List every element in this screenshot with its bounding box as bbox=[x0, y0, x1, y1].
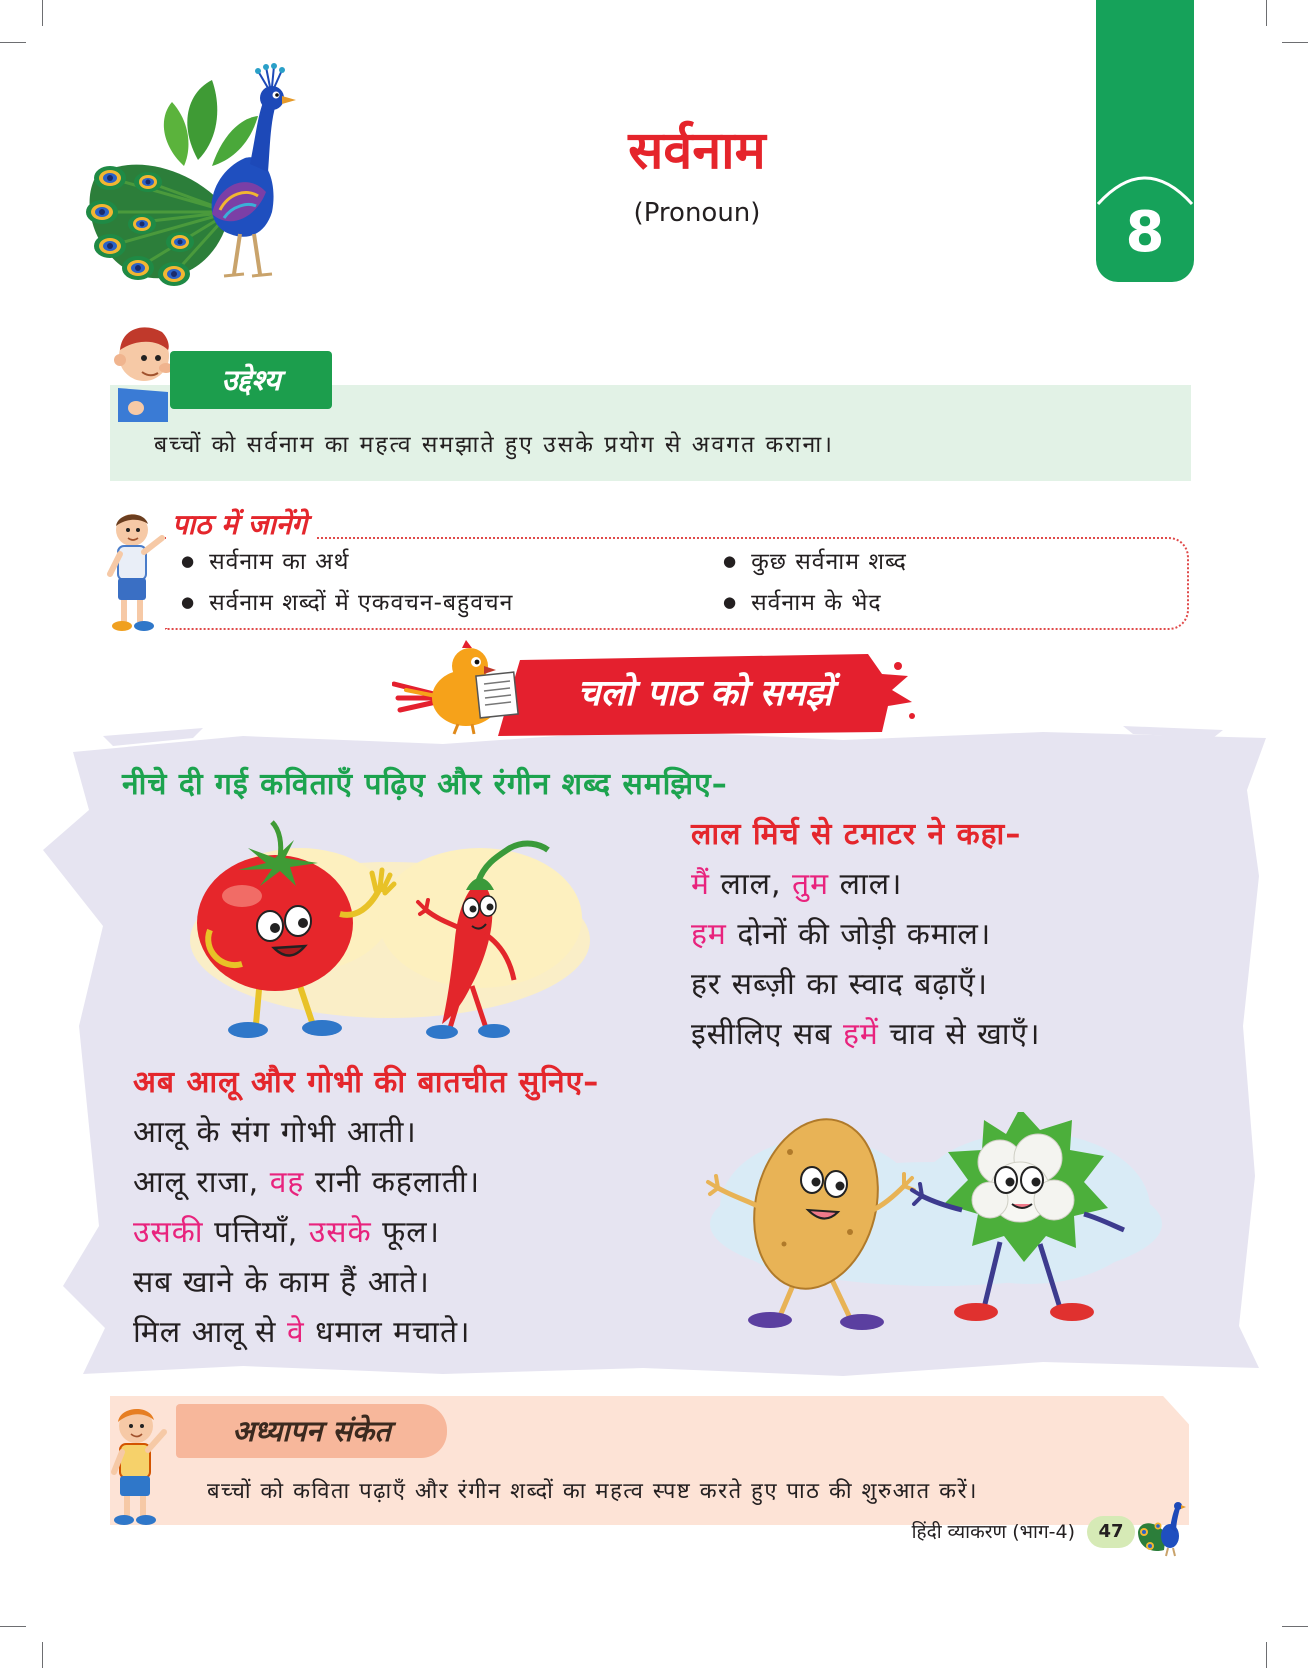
boy-waving-illustration bbox=[106, 1404, 172, 1530]
bird-reading-illustration bbox=[392, 638, 524, 738]
poem-text: धमाल मचाते। bbox=[304, 1315, 471, 1350]
poem-line bbox=[133, 1258, 693, 1308]
poem-lines bbox=[691, 860, 1251, 1060]
poem-text: मिल आलू से bbox=[133, 1315, 287, 1350]
pronoun-word: वे bbox=[286, 1315, 305, 1350]
poem-line bbox=[133, 1158, 693, 1208]
pronoun-word: हम bbox=[691, 917, 727, 952]
pronoun-word: वह bbox=[269, 1165, 305, 1200]
poem-potato-cauliflower bbox=[133, 1058, 693, 1358]
learn-item: ● सर्वनाम का अर्थ bbox=[181, 542, 349, 584]
poem-line bbox=[691, 1010, 1251, 1060]
poem-text: इसीलिए सब bbox=[691, 1017, 843, 1052]
learn-item: ● कुछ सर्वनाम शब्द bbox=[723, 542, 907, 584]
poem-line bbox=[133, 1108, 693, 1158]
poem-line bbox=[691, 860, 1251, 910]
footer-peacock-icon bbox=[1136, 1496, 1194, 1558]
poem-line bbox=[691, 960, 1251, 1010]
lesson-instruction: नीचे दी गई कविताएँ पढ़िए और रंगीन शब्द समझिए– bbox=[122, 767, 728, 802]
tomato-chili-illustration bbox=[180, 818, 600, 1050]
learn-heading: पाठ में जानेंगे bbox=[166, 505, 317, 545]
page-number: 47 bbox=[1087, 1516, 1135, 1548]
poem-text: आलू राजा, bbox=[133, 1165, 270, 1200]
poem-tomato-chili bbox=[691, 810, 1251, 1060]
pronoun-word: तुम bbox=[792, 867, 830, 902]
poem-line bbox=[133, 1208, 693, 1258]
lesson-banner-title: चलो पाठ को समझें bbox=[577, 673, 833, 714]
crop-mark bbox=[1266, 0, 1267, 26]
chapter-number: 8 bbox=[1125, 200, 1165, 265]
footer-book-title: हिंदी व्याकरण (भाग-4) bbox=[911, 1521, 1075, 1543]
poem-text: फूल। bbox=[371, 1215, 441, 1250]
poem-lines bbox=[133, 1108, 693, 1358]
objective-text: बच्चों को सर्वनाम का महत्व समझाते हुए उसके प्रयोग से अवगत कराना। bbox=[154, 432, 834, 458]
pronoun-word: हमें bbox=[842, 1017, 879, 1052]
poem-text: दोनों की जोड़ी कमाल। bbox=[726, 917, 992, 952]
learn-item: ● सर्वनाम शब्दों में एकवचन-बहुवचन bbox=[181, 583, 513, 625]
poem-text: आलू के संग गोभी आती। bbox=[133, 1115, 417, 1150]
chapter-number-tab bbox=[1096, 0, 1194, 282]
teaching-hint-text: बच्चों को कविता पढ़ाएँ और रंगीन शब्दों का महत्व स्पष्ट करते हुए पाठ की शुरुआत करें। bbox=[207, 1479, 978, 1504]
poem-heading: अब आलू और गोभी की बातचीत सुनिए– bbox=[133, 1065, 600, 1100]
pronoun-word: उसके bbox=[308, 1215, 372, 1250]
crop-mark bbox=[0, 42, 26, 43]
pronoun-word: मैं bbox=[691, 867, 710, 902]
objective-label: उद्देश्य bbox=[170, 351, 332, 409]
crop-mark bbox=[1266, 1642, 1267, 1668]
poem-text: चाव से खाएँ। bbox=[878, 1017, 1041, 1052]
crop-mark bbox=[1282, 42, 1308, 43]
boy-pointing-illustration bbox=[104, 508, 166, 636]
chapter-title: सर्वनाम bbox=[628, 121, 766, 181]
poem-text: लाल, bbox=[709, 867, 793, 902]
crop-mark bbox=[1282, 1626, 1308, 1627]
poem-line bbox=[133, 1308, 693, 1358]
poem-text: रानी कहलाती। bbox=[304, 1165, 481, 1200]
pronoun-word: उसकी bbox=[133, 1215, 204, 1250]
learn-item: ● सर्वनाम के भेद bbox=[723, 583, 882, 625]
teaching-hint-label: अध्यापन संकेत bbox=[176, 1404, 447, 1458]
poem-text: पत्तियाँ, bbox=[203, 1215, 309, 1250]
chapter-subtitle: (Pronoun) bbox=[633, 198, 761, 228]
crop-mark bbox=[42, 1642, 43, 1668]
poem-text: सब खाने के काम हैं आते। bbox=[133, 1265, 430, 1300]
poem-heading: लाल मिर्च से टमाटर ने कहा– bbox=[691, 817, 1022, 852]
poem-line bbox=[691, 910, 1251, 960]
poem-text: लाल। bbox=[829, 867, 903, 902]
peacock-illustration bbox=[80, 62, 320, 287]
crop-mark bbox=[0, 1626, 26, 1627]
potato-cauliflower-illustration bbox=[700, 1112, 1175, 1340]
poem-text: हर सब्ज़ी का स्वाद बढ़ाएँ। bbox=[691, 967, 989, 1002]
crop-mark bbox=[42, 0, 43, 26]
